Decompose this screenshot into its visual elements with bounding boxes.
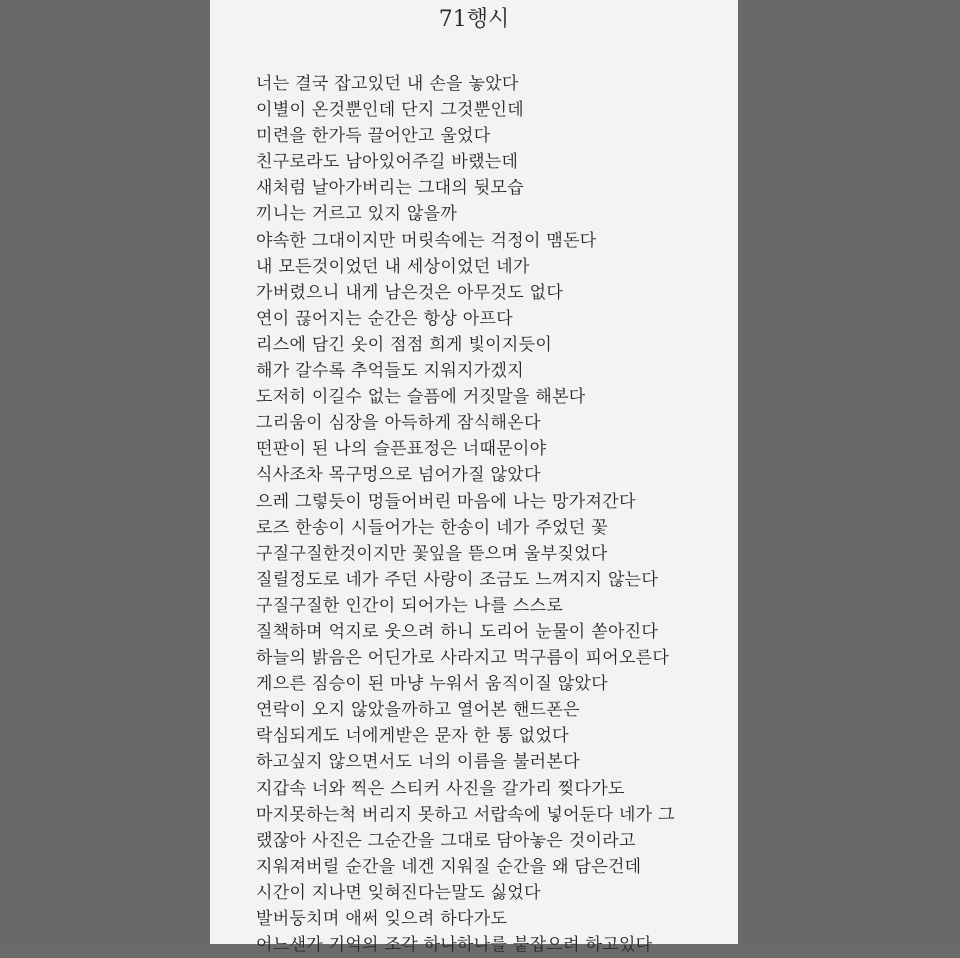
poem-line: 끼니는 거르고 있지 않을까 <box>256 204 458 225</box>
poem-line: 락심되게도 너에게받은 문자 한 통 없었다 <box>256 726 569 747</box>
poem-line: 지갑속 너와 찍은 스티커 사진을 갈가리 찢다가도 <box>256 778 625 799</box>
poem-line: 야속한 그대이지만 머릿속에는 걱정이 맴돈다 <box>256 230 597 251</box>
poem-line: 내 모든것이었던 내 세상이었던 네가 <box>256 256 530 277</box>
page-title: 71행시 <box>438 7 510 32</box>
poem-line: 질릴정도로 네가 주던 사랑이 조금도 느껴지지 않는다 <box>256 569 659 590</box>
poem-line: 로즈 한송이 시들어가는 한송이 네가 주었던 꽃 <box>256 517 608 538</box>
poem-line: 게으른 짐승이 된 마냥 누워서 움직이질 않았다 <box>256 674 608 695</box>
poem-line: 구질구질한 인간이 되어가는 나를 스스로 <box>256 595 564 616</box>
poem-line: 식사조차 목구멍으로 넘어가질 않았다 <box>256 465 541 486</box>
poem-line: 해가 갈수록 추억들도 지워지가겠지 <box>256 361 524 382</box>
poem-line: 시간이 지나면 잊혀진다는말도 싫었다 <box>256 882 541 903</box>
poem-body <box>256 71 726 958</box>
poem-line: 도저히 이길수 없는 슬픔에 거짓말을 해본다 <box>256 387 586 408</box>
poem-line: 구질구질한것이지만 꽃잎을 뜯으며 울부짖었다 <box>256 543 608 564</box>
poem-line: 그리움이 심장을 아득하게 잠식해온다 <box>256 413 541 434</box>
poem-line: 이별이 온것뿐인데 단지 그것뿐인데 <box>256 100 524 121</box>
poem-line: 가버렸으니 내게 남은것은 아무것도 없다 <box>256 282 564 303</box>
poem-line: 으레 그렇듯이 멍들어버린 마음에 나는 망가져간다 <box>256 491 636 512</box>
poem-line: 발버둥치며 애써 잊으려 하다가도 <box>256 909 508 929</box>
poem-line: 친구로라도 남아있어주길 바랬는데 <box>256 152 519 173</box>
poem-line: 너는 결국 잡고있던 내 손을 놓았다 <box>256 74 519 94</box>
poem-line: 하고싶지 않으면서도 너의 이름을 불러본다 <box>256 752 580 773</box>
poem-line: 마지못하는척 버리지 못하고 서랍속에 넣어둔다 네가 그 <box>256 804 675 825</box>
poem-line: 하늘의 밝음은 어딘가로 사라지고 먹구름이 피어오른다 <box>256 648 670 669</box>
poem-line: 리스에 담긴 옷이 점점 희게 빛이지듯이 <box>256 334 553 355</box>
document-page <box>210 0 738 956</box>
poem-line: 연이 끊어지는 순간은 항상 아프다 <box>256 308 513 329</box>
poem-line: 지워져버릴 순간을 네겐 지워질 순간을 왜 담은건데 <box>256 856 642 877</box>
poem-line: 떤판이 된 나의 슬픈표정은 너때문이야 <box>256 439 547 460</box>
poem-line: 질책하며 억지로 웃으려 하니 도리어 눈물이 쏟아진다 <box>256 621 659 642</box>
poem-line: 연락이 오지 않았을까하고 열어본 핸드폰은 <box>256 700 580 721</box>
poem-line: 미련을 한가득 끌어안고 울었다 <box>256 126 491 147</box>
poem-line: 어느샌가 기억의 조각 하나하나를 붙잡으려 하고있다 <box>256 935 653 956</box>
poem-line: 랬잖아 사진은 그순간을 그대로 담아놓은 것이라고 <box>256 830 636 851</box>
poem-line: 새처럼 날아가버리는 그대의 뒷모습 <box>256 178 524 199</box>
